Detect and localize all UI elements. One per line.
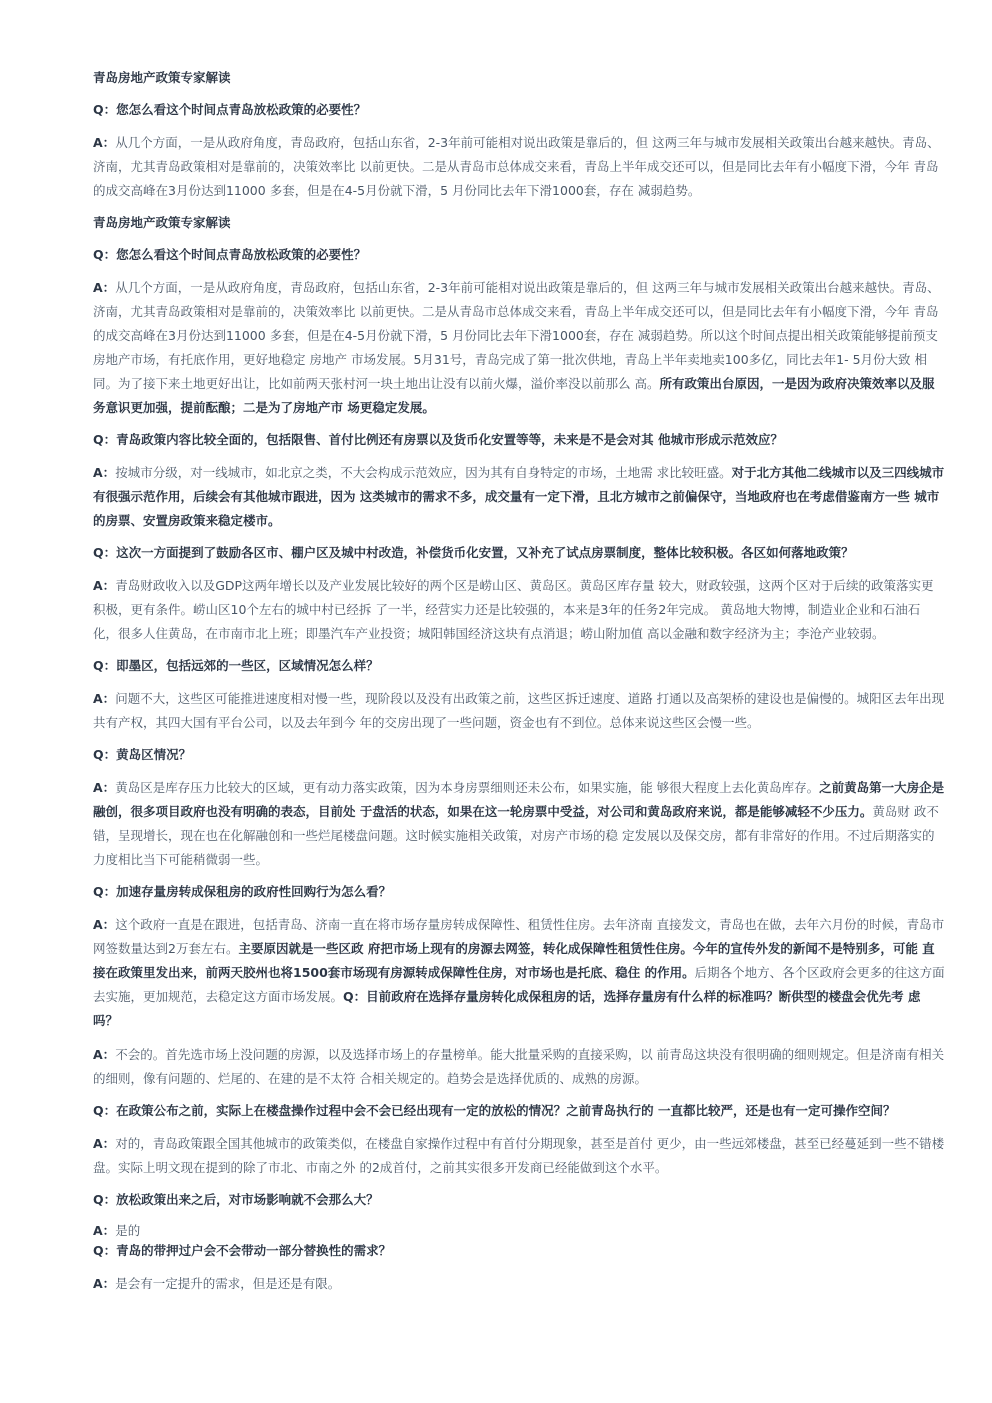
answer-3 (93, 461, 945, 533)
question-11: Q：青岛的带押过户会不会带动一部分替换性的需求？ (93, 1243, 392, 1258)
answer-1-text: 从几个方面，一是从政府角度，青岛政府，包括山东省，2-3年前可能相对说出政策是靠后的，但 这两三年与城市发展相关政策出台越来越快。青岛、济南，尤其青岛政策相对是靠前的，决策效率比 以前更快。二是从青岛市总体成交来看，青岛上半年成交还可以，但是同比去年有小幅度下滑，今年 青岛的成交高峰在3月份达到11000 多套，但是在4-5月份就下滑，5 月份同比去年下滑1000套，存在 减弱趋势。 (93, 135, 940, 198)
answer-2-text: 从几个方面，一是从政府角度，青岛政府，包括山东省，2-3年前可能相对说出政策是靠后的，但 这两三年与城市发展相关政策出台越来越快。青岛、济南，尤其青岛政策相对是靠前的，决策效率比 以前更快。二是从青岛市总体成交来看，青岛上半年成交还可以，但是同比去年有小幅度下滑，今年 青岛的成交高峰在3月份达到11000 多套，但是在4-5月份就下滑，5 月份同比去年下滑1000套，存在 减弱趋势。所以这个时间点提出相关政策能够提前预支房地产市场，有托底作用，更好地稳定 房地产 市场发展。5月31号，青岛完成了第一批次供地，青岛上半年卖地卖100多亿，同比去年1- 5月份大致 相同。为了接下来土地更好出让，比如前两天张村河一块土地出让没有以前火爆，溢价率没以前那么 高。 (93, 280, 940, 391)
answer-label: A： (93, 1223, 116, 1238)
answer-6-text-cont: 黄岛财 政不错，呈现增长，现在也在化解融创和一些烂尾楼盘问题。这时候实施相关政策，对房产市场的稳 定发展以及保交房，都有非常好的作用。不过后期落实的力度相比当下可能稍微弱一些。 (93, 804, 939, 867)
answer-4 (93, 574, 945, 646)
question-6: Q：黄岛区情况？ (93, 747, 192, 762)
question-2: Q：您怎么看这个时间点青岛放松政策的必要性？ (93, 247, 367, 262)
question-9: Q：在政策公布之前，实际上在楼盘操作过程中会不会已经出现有一定的放松的情况？之前青岛执行的 一直都比较严，还是也有一定可操作空间？ (93, 1103, 896, 1118)
answer-label: A： (93, 465, 116, 480)
question-10: Q：放松政策出来之后，对市场影响就不会那么大？ (93, 1192, 379, 1207)
answer-5 (93, 687, 945, 735)
answer-1 (93, 131, 945, 203)
answer-label: A： (93, 1276, 116, 1291)
question-3: Q：青岛政策内容比较全面的，包括限售、首付比例还有房票以及货币化安置等等，未来是不是会对其 他城市形成示范效应？ (93, 432, 783, 447)
answer-5-text: 问题不大，这些区可能推进速度相对慢一些，现阶段以及没有出政策之前，这些区拆迁速度、道路 打通以及高架桥的建设也是偏慢的。城阳区去年出现共有产权，其四大国有平台公司，以及去年到今 年的交房出现了一些问题，资金也有不到位。总体来说这些区会慢一些。 (93, 691, 945, 730)
question-5: Q：即墨区，包括远郊的一些区，区域情况怎么样？ (93, 658, 379, 673)
question-4: Q：这次一方面提到了鼓励各区市、棚户区及城中村改造，补偿货币化安置，又补充了试点房票制度，整体比较积极。各区如何落地政策？ (93, 545, 854, 560)
answer-2-emphasis: 所有政策出台原因，一是因为政府决策效率以及服务意识更加强，提前酝酿；二是为了房地产市 场更稳定发展。 (93, 376, 935, 415)
answer-6-text: 黄岛区是库存压力比较大的区域，更有动力落实政策，因为本身房票细则还未公布，如果实施，能 够很大程度上去化黄岛库存。 (115, 780, 820, 795)
question-1: Q：您怎么看这个时间点青岛放松政策的必要性？ (93, 102, 367, 117)
answer-7-emphasis: 主要原因就是一些区政 府把市场上现有的房源去网签，转化成保障性租赁性住房。今年的宣传外发的新闻不是特别多，可能 直接在政策里发出来，前两天胶州也将1500套市场现有房源转成保障性住房，对市场也是托底、稳住 的作用。 (93, 941, 935, 980)
answer-10-text: 是的 (115, 1223, 141, 1238)
doc-title-repeat: 青岛房地产政策专家解读 (93, 215, 231, 230)
answer-4-text: 青岛财政收入以及GDP这两年增长以及产业发展比较好的两个区是崂山区、黄岛区。黄岛区库存量 较大，财政较强，这两个区对于后续的政策落实更积极，更有条件。崂山区10个左右的城中村已经拆 了一半，经营实力还是比较强的，本来是3年的任务2年完成。 黄岛地大物博，制造业企业和石油石 化，很多人住黄岛，在市南市北上班；即墨汽车产业投资；城阳韩国经济这块有点消退；崂山附加值 高以金融和数字经济为主；李沧产业较弱。 (93, 578, 934, 641)
answer-8 (93, 1043, 945, 1091)
answer-label: A： (93, 780, 116, 795)
doc-title: 青岛房地产政策专家解读 (93, 70, 231, 85)
answer-label: A： (93, 691, 116, 706)
question-7: Q：加速存量房转成保租房的政府性回购行为怎么看？ (93, 884, 392, 899)
answer-8-text: 不会的。首先选市场上没问题的房源，以及选择市场上的存量榜单。能大批量采购的直接采购，以 前青岛这块没有很明确的细则规定。但是济南有相关的细则，像有问题的、烂尾的、在建的是不太符 合相关规定的。趋势会是选择优质的、成熟的房源。 (93, 1047, 945, 1086)
answer-6 (93, 776, 945, 872)
answer-10 (93, 1221, 945, 1241)
answer-label: A： (93, 917, 116, 932)
answer-6-emphasis: 之前黄岛第一大房企是融创，很多项目政府也没有明确的表态，目前处 于盘活的状态，如果在这一轮房票中受益，对公司和黄岛政府来说，都是能够减轻不少压力。 (93, 780, 945, 819)
answer-9-text: 对的，青岛政策跟全国其他城市的政策类似，在楼盘自家操作过程中有首付分期现象，甚至是首付 更少，由一些远郊楼盘，甚至已经蔓延到一些不错楼盘。实际上明文现在提到的除了市北、市南之外 的2成首付，之前其实很多开发商已经能做到这个水平。 (93, 1136, 945, 1175)
answer-11-text: 是会有一定提升的需求，但是还是有限。 (115, 1276, 341, 1291)
answer-label: A： (93, 578, 116, 593)
answer-7 (93, 913, 945, 1033)
answer-9 (93, 1132, 945, 1180)
document-body (93, 68, 945, 1306)
answer-3-text: 按城市分级，对一线城市，如北京之类，不大会构成示范效应，因为其有自身特定的市场，土地需 求比较旺盛。 (115, 465, 732, 480)
answer-11 (93, 1272, 945, 1296)
question-8-inline: Q：目前政府在选择存量房转化成保租房的话，选择存量房有什么样的标准吗？断供型的楼盘会优先考 虑吗？ (93, 989, 921, 1028)
answer-2 (93, 276, 945, 420)
answer-label: A： (93, 135, 116, 150)
answer-label: A： (93, 280, 116, 295)
answer-7-text: 这个政府一直是在跟进，包括青岛、济南一直在将市场存量房转成保障性、租赁性住房。去年济南 直接发文，青岛也在做，去年六月份的时候，青岛市网签数量达到2万套左右。 (93, 917, 945, 956)
answer-7-text-cont: 后期各个地方、各个区政府会更多的往这方面去实施，更加规范，去稳定这方面市场发展。 (93, 965, 945, 1004)
answer-3-emphasis: 对于北方其他二线城市以及三四线城市有很强示范作用，后续会有其他城市跟进，因为 这类城市的需求不多，成交量有一定下滑，且北方城市之前偏保守，当地政府也在考虑借鉴南方一些 城市的房票、安置房政策来稳定楼市。 (93, 465, 945, 528)
answer-label: A： (93, 1136, 116, 1151)
answer-label: A： (93, 1047, 116, 1062)
